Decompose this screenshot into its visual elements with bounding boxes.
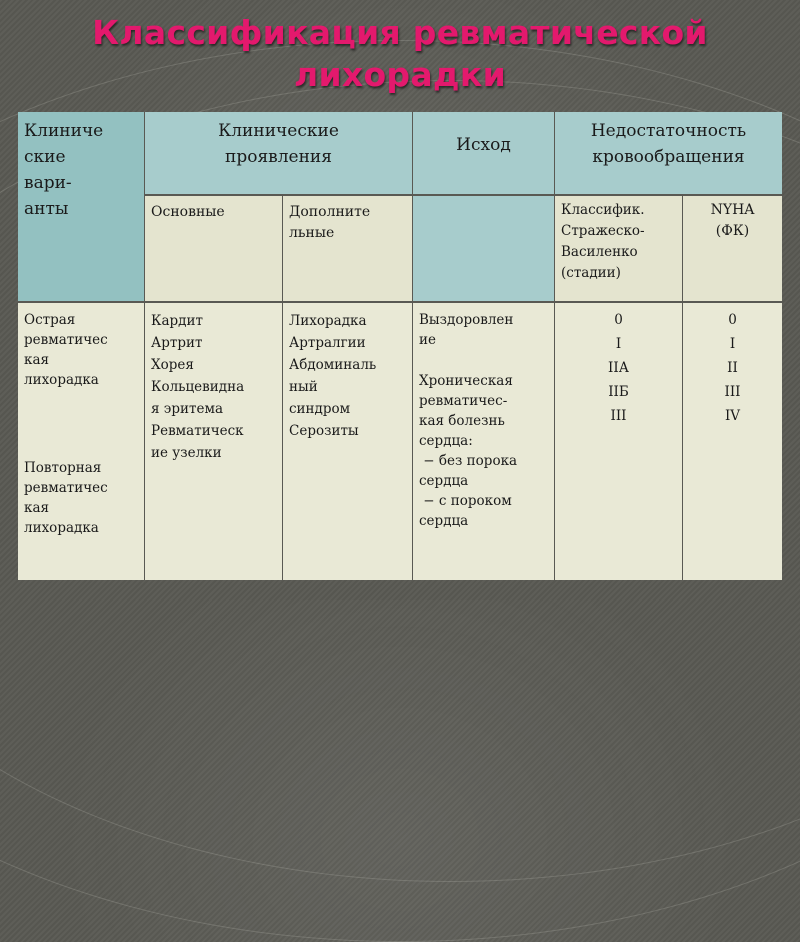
row-divider	[18, 301, 782, 303]
header-clinical: Клинические проявления	[145, 112, 413, 194]
header-additional: Дополните льные	[283, 194, 413, 302]
header-outcome: Исход	[413, 112, 555, 302]
slide-title	[0, 12, 800, 96]
title-line-2: лихорадки	[293, 55, 506, 94]
body-variants: Острая ревматичес кая лихорадка Повторная ревматичес кая лихорадка	[18, 302, 145, 580]
title-line-1: Классификация ревматической	[92, 13, 708, 52]
header-main: Основные	[145, 194, 283, 302]
row-divider	[145, 194, 555, 196]
header-strazhesko: Классифик. Стражеско- Василенко (стадии)	[555, 194, 683, 302]
body-outcome: Выздоровлен ие Хроническая ревматичес- кая болезнь сердца: − без порока сердца − с пороком сердца	[413, 302, 555, 580]
header-variants: Клиниче ские вари- анты	[18, 112, 145, 302]
body-stages: 0 I IIА IIБ III	[555, 302, 683, 580]
header-circulation: Недостаточность кровообращения	[555, 112, 782, 194]
body-nyha: 0 I II III IV	[683, 302, 782, 580]
body-additional: Лихорадка Артралгии Абдоминаль ный синдром Серозиты	[283, 302, 413, 580]
body-main: Кардит Артрит Хорея Кольцевидна я эритема Ревматическ ие узелки	[145, 302, 283, 580]
classification-table	[18, 112, 782, 580]
header-nyha: NYHA (ФК)	[683, 194, 782, 302]
row-divider	[555, 194, 782, 196]
